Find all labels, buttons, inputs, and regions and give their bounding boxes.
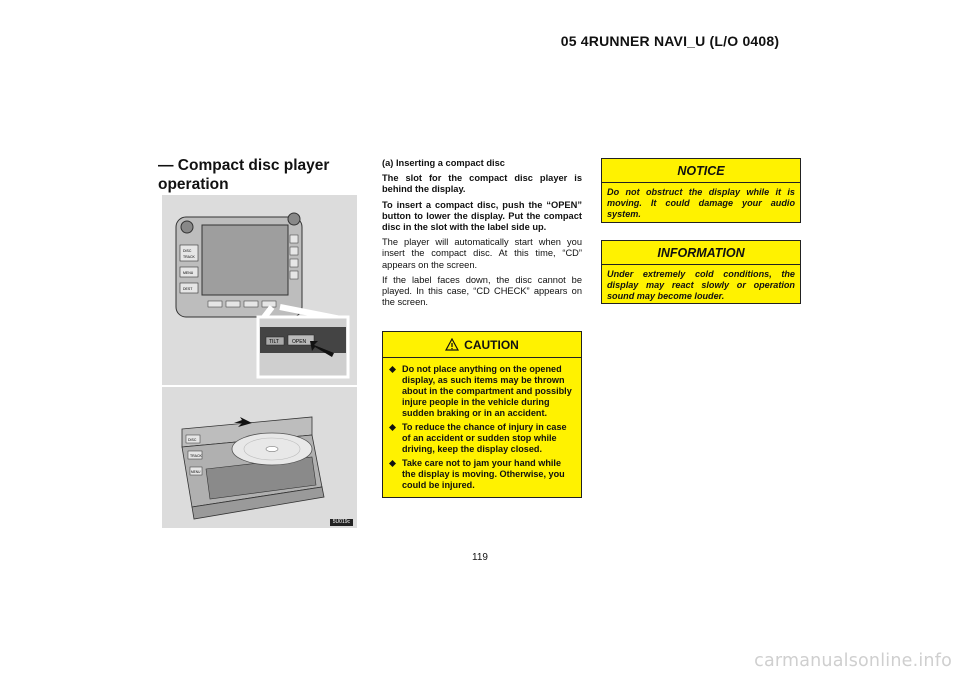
notice-box bbox=[601, 158, 801, 223]
disc-button-label-lower: DISC bbox=[188, 438, 197, 442]
figure-code: 5U019c bbox=[330, 519, 353, 526]
caution-item-text: To reduce the chance of injury in case of an accident or sudden stop while driving, keep the display closed. bbox=[402, 422, 567, 454]
track-button-label-lower: TRACK bbox=[190, 454, 202, 458]
illustration-figure bbox=[162, 195, 357, 528]
page-number: 119 bbox=[472, 552, 488, 563]
caution-list bbox=[383, 358, 581, 491]
caution-box bbox=[382, 331, 582, 498]
diamond-bullet-icon bbox=[389, 460, 396, 467]
notice-title: NOTICE bbox=[602, 159, 800, 183]
head-unit-illustration bbox=[162, 195, 357, 385]
information-title: INFORMATION bbox=[602, 241, 800, 265]
page-header: 05 4RUNNER NAVI_U (L/O 0408) bbox=[560, 33, 780, 49]
tilt-label: TILT bbox=[269, 339, 279, 345]
caution-item bbox=[389, 422, 575, 455]
paragraph-label-down: If the label faces down, the disc cannot be played. In this case, “CD CHECK” appears on the screen. bbox=[382, 274, 582, 308]
menu-button-label: MENU bbox=[183, 271, 194, 275]
warning-triangle-icon bbox=[445, 338, 459, 351]
instructions-column bbox=[382, 158, 582, 312]
caution-item bbox=[389, 458, 575, 491]
paragraph-insert-steps: To insert a compact disc, push the “OPEN” button to lower the display. Put the compact disc in the slot with the label side up. bbox=[382, 199, 582, 233]
section-title-line2: operation bbox=[158, 176, 229, 193]
diamond-bullet-icon bbox=[389, 424, 396, 431]
notice-body: Do not obstruct the display while it is moving. It could damage your audio system. bbox=[607, 187, 795, 219]
paragraph-auto-start: The player will automatically start when you insert the compact disc. At this time, “CD” appears on the screen. bbox=[382, 237, 582, 270]
caution-item-text: Do not place anything on the opened display, as such items may be thrown about in the compartment and possibly injure people in the vehicle during sudden braking or in an accident. bbox=[402, 364, 572, 418]
information-body: Under extremely cold conditions, the display may react slowly or operation sound may become louder. bbox=[607, 269, 795, 301]
section-title bbox=[158, 156, 358, 194]
disc-button-label: DISC bbox=[183, 249, 192, 253]
track-button-label: TRACK bbox=[183, 255, 195, 259]
information-box bbox=[601, 240, 801, 304]
dest-button-label: DEST bbox=[183, 287, 193, 291]
paragraph-slot-location: The slot for the compact disc player is behind the display. bbox=[382, 173, 582, 195]
section-title-line1: — Compact disc player bbox=[158, 157, 330, 174]
caution-item-text: Take care not to jam your hand while the display is moving. Otherwise, you could be injured. bbox=[402, 458, 565, 490]
caution-title: CAUTION bbox=[464, 337, 519, 352]
menu-button-label-lower: MENU bbox=[191, 470, 201, 474]
caution-item bbox=[389, 364, 575, 419]
disc-insert-illustration bbox=[162, 387, 357, 528]
watermark: carmanualsonline.info bbox=[754, 651, 952, 671]
subsection-heading: (a) Inserting a compact disc bbox=[382, 158, 505, 168]
open-label: OPEN bbox=[292, 339, 307, 345]
diamond-bullet-icon bbox=[389, 366, 396, 373]
caution-header bbox=[383, 332, 581, 358]
